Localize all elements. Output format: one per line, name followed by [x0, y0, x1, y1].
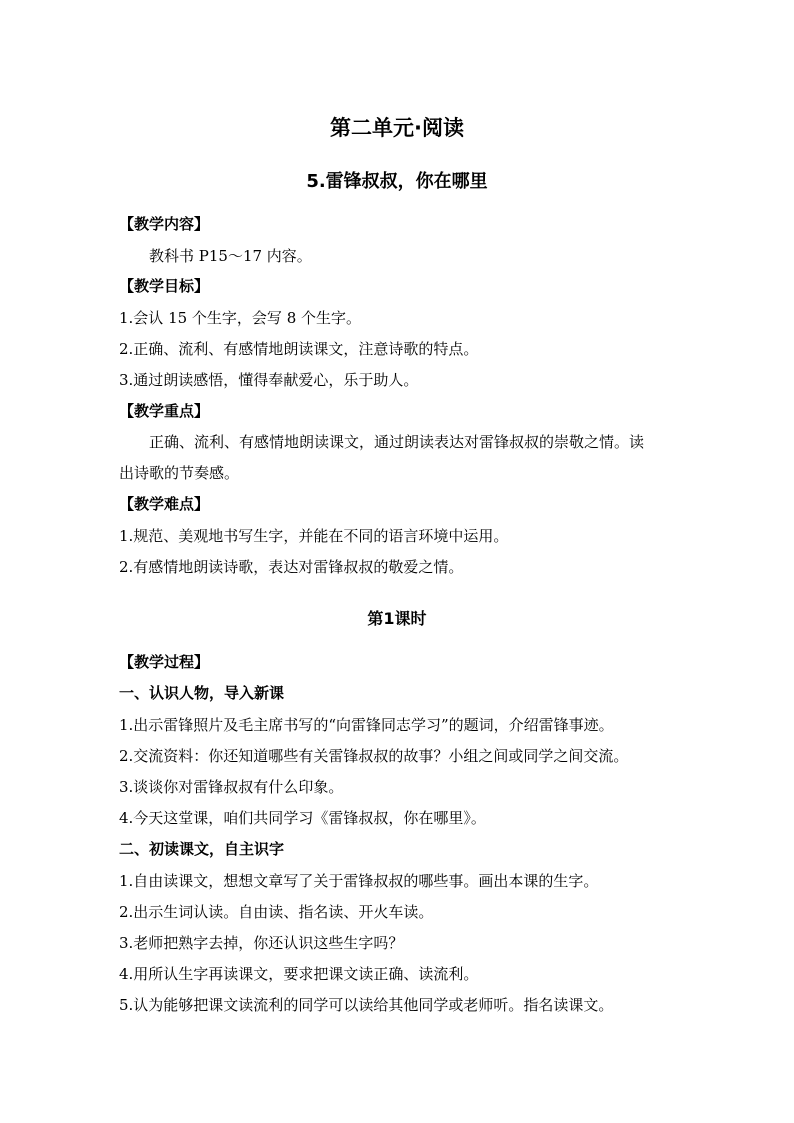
- section1-item: 3.谈谈你对雷锋叔叔有什么印象。: [119, 778, 344, 796]
- difficulties-heading: 【教学难点】: [119, 495, 210, 513]
- section2-item: 4.用所认生字再读课文，要求把课文读正确、读流利。: [119, 965, 479, 983]
- section2-title: 二、初读课文，自主识字: [119, 840, 285, 858]
- goals-heading: 【教学目标】: [119, 277, 210, 295]
- process-heading: 【教学过程】: [119, 653, 210, 671]
- goal-item: 3.通过朗读感悟，懂得奉献爱心，乐于助人。: [119, 371, 419, 389]
- difficulty-item: 1.规范、美观地书写生字，并能在不同的语言环境中运用。: [119, 527, 509, 545]
- difficulty-item: 2.有感情地朗读诗歌，表达对雷锋叔叔的敬爱之情。: [119, 558, 464, 576]
- section1-title: 一、认识人物，导入新课: [119, 684, 285, 702]
- key-points-line: 出诗歌的节奏感。: [119, 464, 240, 482]
- page-title: 第二单元·阅读: [330, 116, 464, 140]
- key-points-line: 正确、流利、有感情地朗读课文，通过朗读表达对雷锋叔叔的崇敬之情。读: [149, 433, 645, 451]
- goal-item: 2.正确、流利、有感情地朗读课文，注意诗歌的特点。: [119, 340, 479, 358]
- section1-item: 4.今天这堂课，咱们共同学习《雷锋叔叔，你在哪里》。: [119, 809, 486, 827]
- section2-item: 3.老师把熟字去掉，你还认识这些生字吗？: [119, 934, 404, 952]
- section1-item: 2.交流资料：你还知道哪些有关雷锋叔叔的故事？小组之间或同学之间交流。: [119, 747, 629, 765]
- content-text: 教科书 P15～17 内容。: [149, 247, 312, 265]
- lesson-subtitle: 5.雷锋叔叔，你在哪里: [306, 171, 488, 192]
- key-points-heading: 【教学重点】: [119, 402, 210, 420]
- lesson-title: 第1课时: [367, 609, 427, 628]
- section2-item: 5.认为能够把课文读流利的同学可以读给其他同学或老师听。指名读课文。: [119, 996, 614, 1014]
- section1-item: 1.出示雷锋照片及毛主席书写的“向雷锋同志学习”的题词，介绍雷锋事迹。: [119, 716, 614, 734]
- section2-item: 2.出示生词认读。自由读、指名读、开火车读。: [119, 903, 434, 921]
- content-heading: 【教学内容】: [119, 215, 210, 233]
- goal-item: 1.会认 15 个生字，会写 8 个生字。: [119, 309, 362, 327]
- section2-item: 1.自由读课文，想想文章写了关于雷锋叔叔的哪些事。画出本课的生字。: [119, 872, 599, 890]
